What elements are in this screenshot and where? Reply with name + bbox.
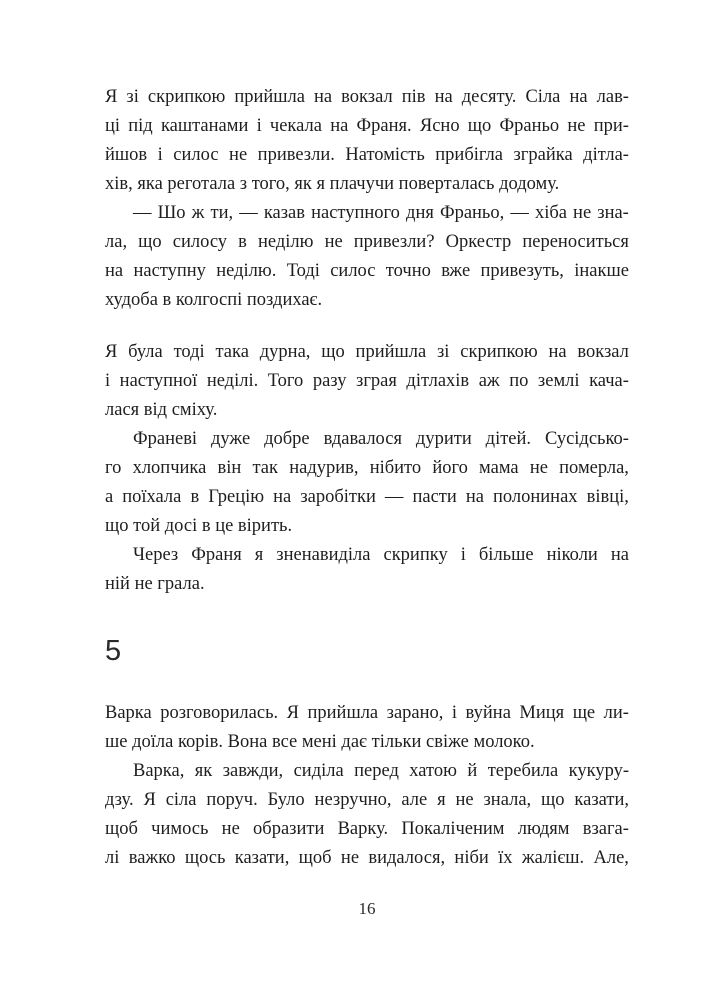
text-line: худоба в колгоспі поздихає. xyxy=(105,290,323,310)
section-number: 5 xyxy=(105,635,122,667)
text-line: Варка розговорилась. Я прийшла зарано, і вуйна Миця ще ли- xyxy=(105,703,629,723)
text-line: і наступної неділі. Того разу зграя дітлахів аж по землі кача- xyxy=(105,371,629,391)
text-line: ній не грала. xyxy=(105,574,205,594)
paragraph xyxy=(105,541,629,599)
paragraph xyxy=(105,199,629,315)
text-line: Франеві дуже добре вдавалося дурити дітей. Сусідсько- xyxy=(133,429,629,449)
text-line: Я зі скрипкою прийшла на вокзал пів на десяту. Сіла на лав- xyxy=(105,87,629,107)
text-line: на наступну неділю. Тоді силос точно вже привезуть, інакше xyxy=(105,261,629,281)
text-line: хів, яка реготала з того, як я плачучи поверталась додому. xyxy=(105,174,560,194)
paragraph xyxy=(105,83,629,199)
paragraph xyxy=(105,425,629,541)
text-block xyxy=(105,83,629,873)
text-line: лася від сміху. xyxy=(105,400,218,420)
paragraph xyxy=(105,338,629,425)
text-line: Я була тоді така дурна, що прийшла зі скрипкою на вокзал xyxy=(105,342,629,362)
paragraph xyxy=(105,757,629,873)
page-number: 16 xyxy=(358,899,376,918)
text-line: лі важко щось казати, щоб не видалося, ніби їх жалієш. Але, xyxy=(105,848,629,868)
paragraph xyxy=(105,699,629,757)
text-line: Через Франя я зненавиділа скрипку і більше ніколи на xyxy=(133,545,629,565)
text-line: ла, що силосу в неділю не привезли? Оркестр переноситься xyxy=(105,232,629,252)
text-line: йшов і силос не привезли. Натомість прибігла зграйка дітла- xyxy=(105,145,629,165)
text-line: а поїхала в Грецію на заробітки — пасти на полонинах вівці, xyxy=(105,487,629,507)
text-line: ше доїла корів. Вона все мені дає тільки свіже молоко. xyxy=(105,732,535,752)
text-line: — Шо ж ти, — казав наступного дня Франьо, — хіба не зна- xyxy=(133,203,629,223)
text-line: щоб чимось не образити Варку. Покаліченим людям взага- xyxy=(105,819,629,839)
text-line: Варка, як завжди, сиділа перед хатою й теребила кукуру- xyxy=(133,761,629,781)
text-line: го хлопчика він так надурив, нібито його мама не померла, xyxy=(105,458,629,478)
text-line: дзу. Я сіла поруч. Було незручно, але я не знала, що казати, xyxy=(105,790,629,810)
footer xyxy=(105,898,629,920)
text-line: що той досі в це вірить. xyxy=(105,516,293,536)
text-line: ці під каштанами і чекала на Франя. Ясно що Франьо не при- xyxy=(105,116,629,136)
